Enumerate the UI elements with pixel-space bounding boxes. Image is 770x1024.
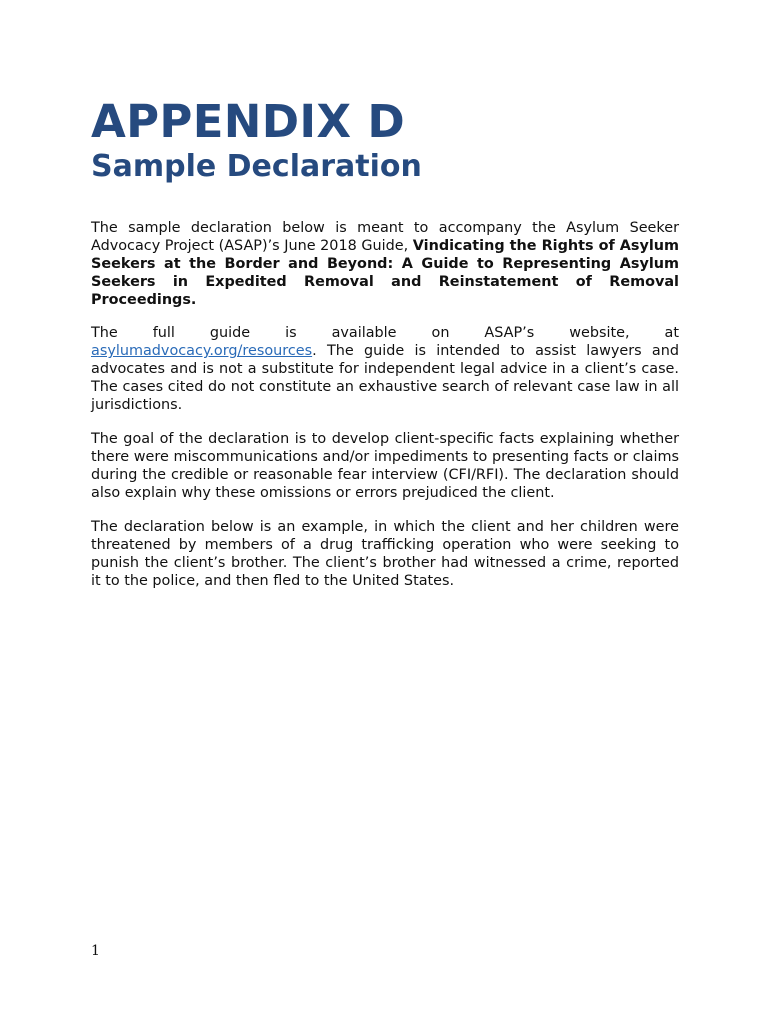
declaration-example-paragraph: The declaration below is an example, in which the client and her children were threatened by members of a drug trafficking operation who were seeking to punish the client’s brother. The client’s brother had witnessed a crime, reported it to the police, and then fled to the United States. — [91, 519, 679, 589]
appendix-title: APPENDIX D — [91, 95, 406, 148]
declaration-goal-paragraph: The goal of the declaration is to develop client-specific facts explaining whether there were miscommunications and/or impediments to presenting facts or claims during the credible or reasonable fear interview (CFI/RFI). The declaration should also explain why these omissions or errors prejudiced the client. — [91, 431, 679, 501]
page-number: 1 — [91, 943, 100, 959]
availability-first-line: The full guide is available on ASAP’s website, at — [91, 325, 679, 341]
document-content — [91, 96, 679, 590]
guide-title: Vindicating the Rights of Asylum Seekers at the Border and Beyond: A Guide to Representing Asylum Seekers in Expedited Removal and Reinstatement of Removal Proceedings. — [91, 238, 679, 308]
intro-paragraph — [91, 219, 679, 309]
intro-text: The sample declaration below is meant to accompany the Asylum Seeker Advocacy Project (ASAP)’s June 2018 Guide, — [91, 220, 679, 254]
guide-availability-paragraph — [91, 324, 679, 414]
document-subtitle: Sample Declaration — [91, 149, 422, 184]
asap-resources-link[interactable]: asylumadvocacy.org/resources — [91, 343, 313, 359]
availability-rest: . The guide is intended to assist lawyers and advocates and is not a substitute for independent legal advice in a client’s case. The cases cited do not constitute an exhaustive search of relevant case law in all jurisdictions. — [91, 343, 679, 413]
